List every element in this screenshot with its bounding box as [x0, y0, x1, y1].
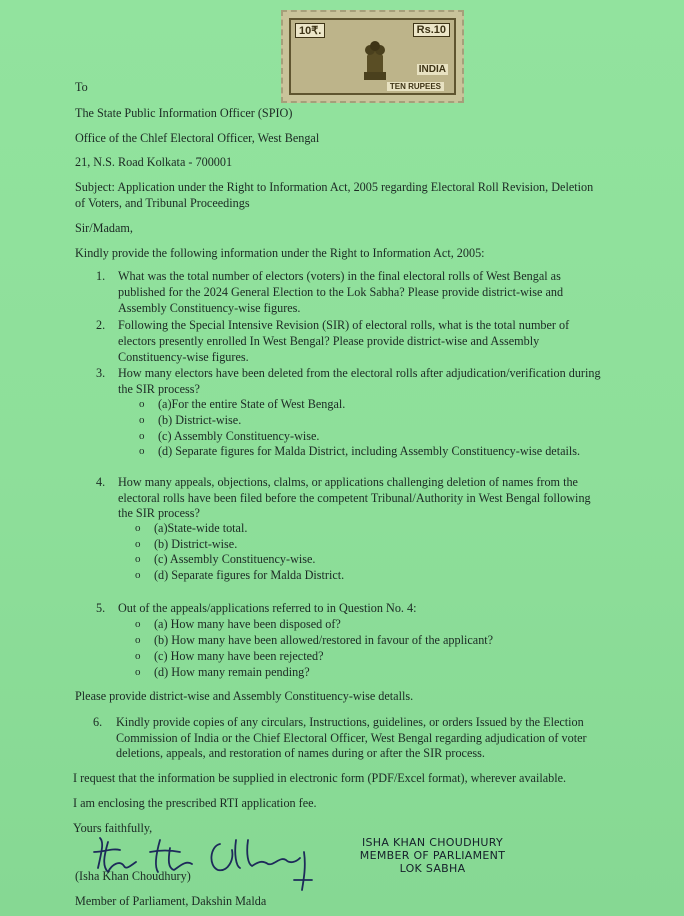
- q2-line-2: electors presently enrolled In West Bengal? Please provide district-wise and Assembly: [118, 334, 540, 348]
- official-seal: [345, 836, 520, 875]
- q6-line-2: Commission of India or the Chief Electoral Officer, West Bengal regarding adjudication of voter: [116, 731, 587, 745]
- bullet-icon: o: [135, 522, 141, 534]
- bullet-icon: o: [139, 430, 145, 442]
- stamp-value-left: 10₹.: [295, 23, 325, 38]
- q6-line-3: deletions, appeals, and restoration of names during or after the SIR process.: [116, 746, 485, 760]
- subject-line-1: Subject: Application under the Right to Information Act, 2005 regarding Electoral Roll Revision, Deletion: [75, 180, 594, 194]
- district-note: Please provide district-wise and Assembly Constituency-wise detalls.: [75, 689, 414, 703]
- q1-line-2: published for the 2024 General Election to the Lok Sabha? Please provide district-wise and: [118, 285, 564, 299]
- q2-line-1: Following the Special Intensive Revision (SIR) of electoral rolls, what is the total number of: [118, 318, 570, 332]
- q4-item-c: (c) Assembly Constituency-wise.: [154, 552, 316, 566]
- seal-line-2: MEMBER OF PARLIAMENT: [359, 849, 506, 862]
- bullet-icon: o: [139, 414, 145, 426]
- signatory-designation: Member of Parliament, Dakshin Malda: [75, 894, 267, 908]
- q4-item-b: (b) District-wise.: [154, 537, 238, 551]
- stamp-denomination: TEN RUPEES: [387, 82, 444, 91]
- seal-line-3: LOK SABHA: [399, 862, 466, 875]
- signatory-name: (Isha Khan Choudhury): [75, 869, 191, 883]
- office: Office of the Chlef Electoral Officer, West Bengal: [75, 131, 320, 145]
- q1-line-1: What was the total number of electors (voters) in the final electoral rolls of West Bengal as: [118, 269, 561, 283]
- bullet-icon: o: [135, 650, 141, 662]
- q5-item-d: (d) How many remain pending?: [154, 665, 310, 679]
- q4-item-d: (d) Separate figures for Malda District.: [154, 568, 345, 582]
- stamp-value-right: Rs.10: [413, 23, 450, 37]
- q3-item-a: (a)For the entire State of West Bengal.: [158, 397, 346, 411]
- q3-item-b: (b) District-wise.: [158, 413, 242, 427]
- bullet-icon: o: [135, 634, 141, 646]
- q2-line-3: Constituency-wise figures.: [118, 350, 249, 364]
- handwritten-signature-icon: [90, 830, 330, 898]
- q1-line-3: Assembly Constituency-wise figures.: [118, 301, 301, 315]
- address: 21, N.S. Road Kolkata - 700001: [75, 155, 233, 169]
- q2-number: 2.: [96, 318, 106, 332]
- q3-item-c: (c) Assembly Constituency-wise.: [158, 429, 320, 443]
- q1-number: 1.: [96, 269, 106, 283]
- seal-line-1: ISHA KHAN CHOUDHURY: [361, 836, 504, 849]
- bullet-icon: o: [135, 666, 141, 678]
- q5-item-b: (b) How many have been allowed/restored in favour of the applicant?: [154, 633, 494, 647]
- q3-item-d: (d) Separate figures for Malda District, including Assembly Constituency-wise details.: [158, 444, 581, 458]
- subject-line-2: of Voters, and Tribunal Proceedings: [75, 196, 250, 210]
- bullet-icon: o: [135, 553, 141, 565]
- closing: Yours faithfully,: [73, 821, 153, 835]
- q4-line-3: the SIR process?: [118, 506, 200, 520]
- q4-line-1: How many appeals, objections, clalms, or applications challenging deletion of names from the: [118, 475, 578, 489]
- q4-number: 4.: [96, 475, 106, 489]
- q3-number: 3.: [96, 366, 106, 380]
- q5-item-c: (c) How many have been rejected?: [154, 649, 324, 663]
- q5-number: 5.: [96, 601, 106, 615]
- q5-item-a: (a) How many have been disposed of?: [154, 617, 341, 631]
- q4-line-2: electoral rolls have been filed before the competent Tribunal/Authority in West Bengal following: [118, 491, 591, 505]
- to-label: To: [75, 80, 88, 94]
- q6-number: 6.: [93, 715, 103, 729]
- bullet-icon: o: [135, 618, 141, 630]
- bullet-icon: o: [139, 398, 145, 410]
- revenue-stamp: [281, 10, 464, 103]
- ashoka-emblem-icon: [361, 34, 389, 84]
- q5-line-1: Out of the appeals/applications referred to in Question No. 4:: [118, 601, 417, 615]
- recipient: The State Public Information Officer (SPIO): [75, 106, 293, 120]
- stamp-frame: [289, 18, 456, 95]
- intro: Kindly provide the following information under the Right to Information Act, 2005:: [75, 246, 485, 260]
- salutation: Sir/Madam,: [75, 221, 133, 235]
- q4-item-a: (a)State-wide total.: [154, 521, 248, 535]
- enclosing: I am enclosing the prescribed RTI application fee.: [73, 796, 317, 810]
- stamp-country: INDIA: [418, 64, 446, 75]
- bullet-icon: o: [135, 569, 141, 581]
- request: I request that the information be supplied in electronic form (PDF/Excel format), wherever available.: [73, 771, 567, 785]
- q3-line-2: the SIR process?: [118, 382, 200, 396]
- q6-line-1: Kindly provide copies of any circulars, Instructions, guidelines, or orders Issued by the Election: [116, 715, 584, 729]
- bullet-icon: o: [135, 538, 141, 550]
- bullet-icon: o: [139, 445, 145, 457]
- q3-line-1: How many electors have been deleted from the electoral rolls after adjudication/verification during: [118, 366, 601, 380]
